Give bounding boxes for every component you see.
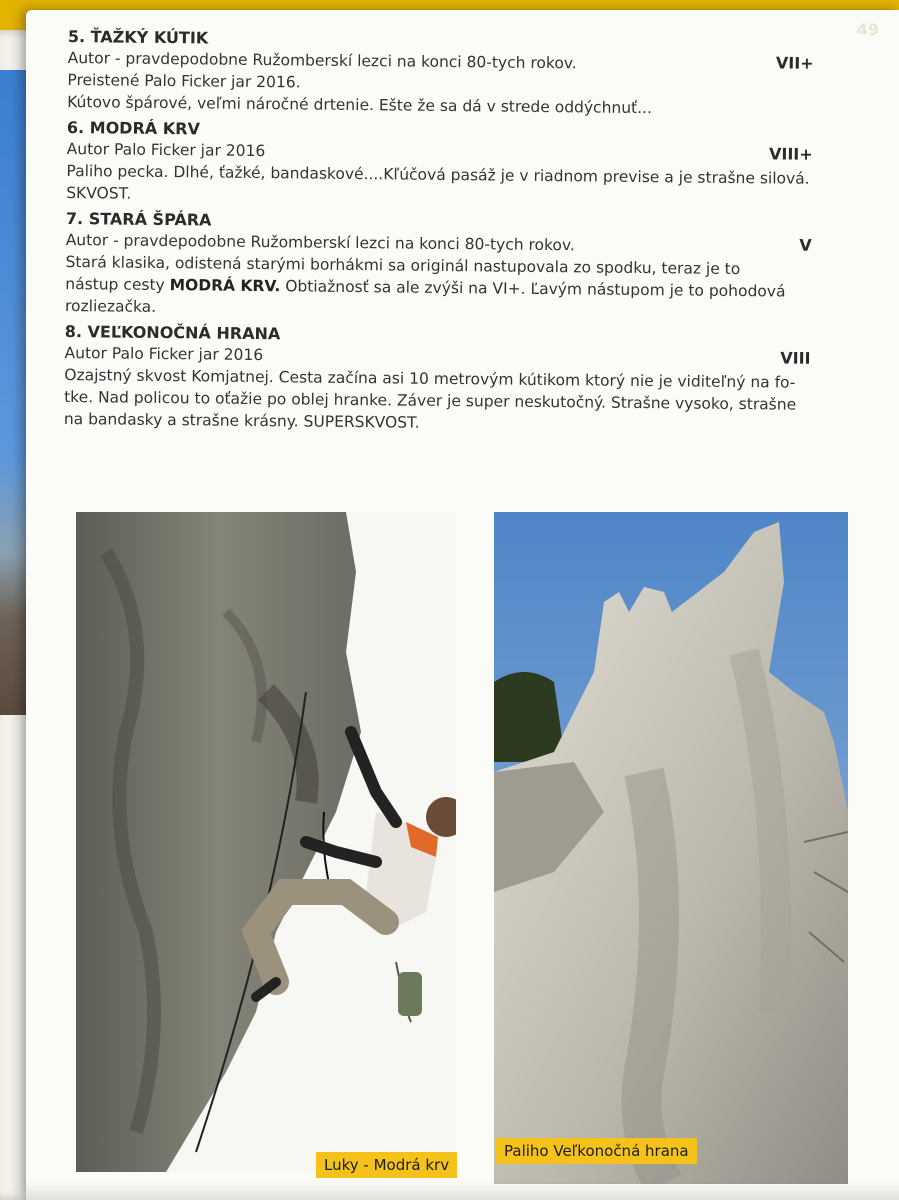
route-author: Autor Palo Ficker jar 2016 xyxy=(66,139,266,161)
route-grade: V xyxy=(799,235,812,255)
route-5 xyxy=(67,26,868,121)
route-author: Autor Palo Ficker jar 2016 xyxy=(64,343,264,365)
route-6 xyxy=(66,117,867,212)
climber-photo-illustration xyxy=(76,512,456,1172)
route-description: tke. Nad policou to oťažie po oblej hranke. Záver je super neskutočný. Strašne vysoko, strašne xyxy=(64,387,797,414)
route-title: 8. VEĽKONOČNÁ HRANA xyxy=(64,321,281,344)
route-description: Paliho pecka. Dlhé, ťažké, bandaskové....Kľúčová pasáž je v riadnom previse a je strašne silová. xyxy=(66,161,810,188)
page-number: 49 xyxy=(856,20,879,39)
page-shadow xyxy=(26,1180,899,1200)
route-title: 6. MODRÁ KRV xyxy=(66,117,200,139)
route-title: 7. STARÁ ŠPÁRA xyxy=(65,208,212,230)
route-text: nástup cesty xyxy=(65,274,170,295)
route-description: Ozajstný skvost Komjatnej. Cesta začína asi 10 metrovým kútikom ktorý nie je viditeľný na fo- xyxy=(64,365,796,392)
rock-tower-illustration xyxy=(494,512,848,1184)
route-line: Preistené Palo Ficker jar 2016. xyxy=(67,70,301,92)
route-title: 5. ŤAŽKÝ KÚTIK xyxy=(67,26,209,48)
route-7 xyxy=(65,208,866,325)
route-reference: MODRÁ KRV. xyxy=(169,276,281,296)
route-description: na bandasky a strašne krásny. SUPERSKVOST. xyxy=(63,409,420,432)
book-page xyxy=(26,10,899,1200)
route-grade: VIII+ xyxy=(768,144,813,164)
route-description: SKVOST. xyxy=(66,183,132,203)
photo-caption-left: Luky - Modrá krv xyxy=(316,1152,457,1178)
route-description: Kútovo špárové, veľmi náročné drtenie. Ešte že sa dá v strede oddýchnuť... xyxy=(67,92,653,118)
route-author: Autor - pravdepodobne Ružomberskí lezci na konci 80-tych rokov. xyxy=(65,230,575,255)
route-descriptions xyxy=(64,26,868,442)
climber-photo xyxy=(76,512,456,1172)
photo-caption-right: Paliho Veľkonočná hrana xyxy=(496,1138,697,1164)
route-grade: VII+ xyxy=(775,53,814,73)
route-description: Stará klasika, odistená starými borhákmi sa originál nastupovala zo spodku, teraz je to xyxy=(65,252,741,279)
route-text: Obtiažnosť sa ale zvýši na VI+. Ľavým nástupom je to pohodová xyxy=(280,277,786,301)
route-description: rozliezačka. xyxy=(64,296,157,316)
route-8 xyxy=(64,321,865,438)
route-grade: VIII xyxy=(780,348,811,368)
route-author: Autor - pravdepodobne Ružomberskí lezci na konci 80-tych rokov. xyxy=(67,48,577,73)
rock-tower-photo xyxy=(494,512,848,1184)
